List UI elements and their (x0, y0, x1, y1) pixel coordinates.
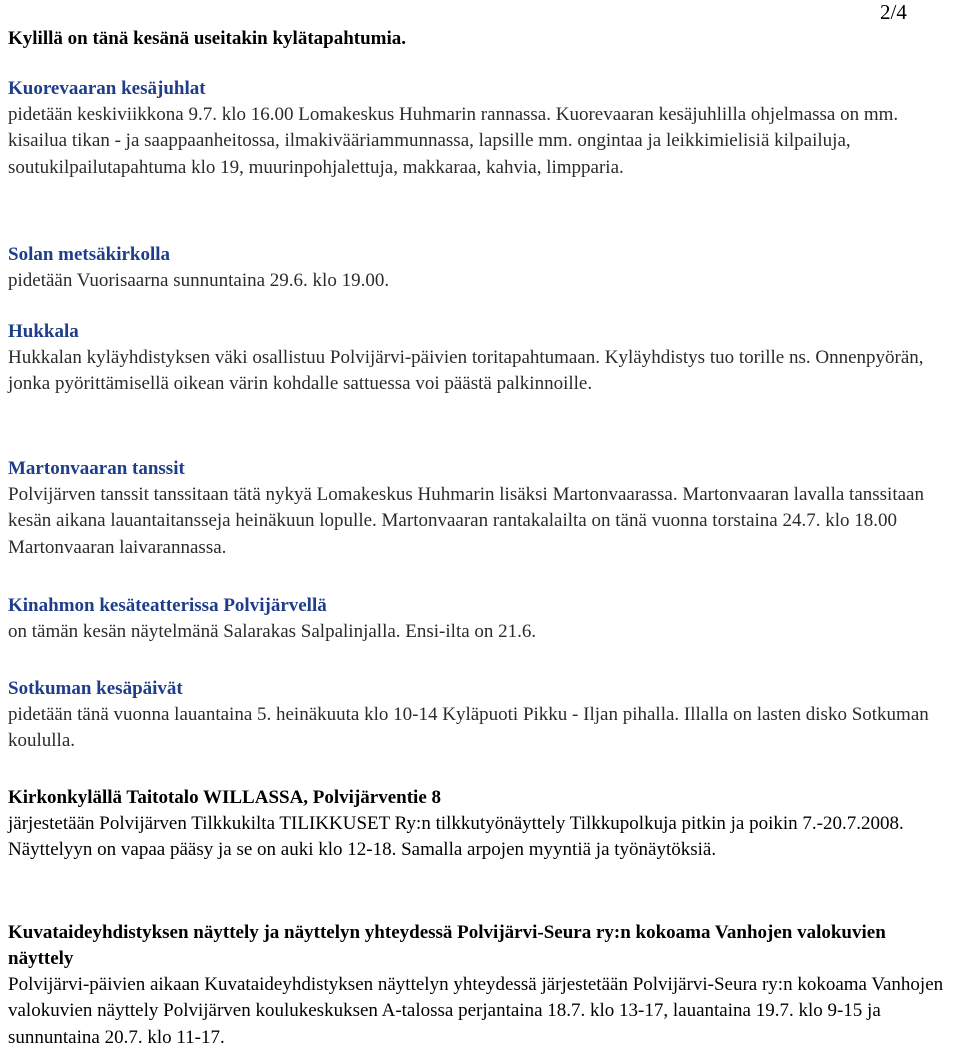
section-body: Hukkalan kyläyhdistyksen väki osallistuu Polvijärvi-päivien toritapahtumaan. Kyläyhdistys tuo torille ns. Onnenpyörän, jonka pyörittämisellä oikean värin kohdalle sattuessa voi päästä palkinnoille. (8, 347, 924, 395)
section-heading: Martonvaaran tanssit (8, 458, 185, 479)
section-body: järjestetään Polvijärven Tilkkukilta TILIKKUSET Ry:n tilkkutyönäyttely Tilkkupolkuja pitkin ja poikin 7.-20.7.2008. Näyttelyyn on vapaa pääsy ja se on auki klo 12-18. Samalla arpojen myyntiä ja työnäytöksiä. (8, 813, 904, 861)
intro-title: Kylillä on tänä kesänä useitakin kylätapahtumia. (8, 28, 407, 49)
section-heading: Kuvataideyhdistyksen näyttely ja näyttelyn yhteydessä Polvijärvi-Seura ry:n kokoama Vanhojen valokuvien näyttely (8, 922, 886, 969)
page-number: 2/4 (880, 0, 907, 24)
section-body: pidetään Vuorisaarna sunnuntaina 29.6. klo 19.00. (8, 270, 390, 291)
section-heading: Kuorevaaran kesäjuhlat (8, 78, 206, 99)
section-body: pidetään tänä vuonna lauantaina 5. heinäkuuta klo 10-14 Kyläpuoti Pikku - Iljan pihalla. Illalla on lasten disko Sotkuman koululla. (8, 704, 929, 752)
section-heading: Sotkuman kesäpäivät (8, 678, 183, 699)
section-kuorevaara (8, 76, 952, 181)
section-sotkuma (8, 676, 952, 755)
section-body: Polvijärvi-päivien aikaan Kuvataideyhdistyksen näyttelyn yhteydessä järjestetään Polvijärvi-Seura ry:n kokoama Vanhojen valokuvien näyttely Polvijärven koulukeskuksen A-talossa perjantaina 18.7. klo 13-17, lauantaina 19.7. klo 9-15 ja sunnuntaina 20.7. klo 11-17. (8, 974, 944, 1048)
section-heading: Solan metsäkirkolla (8, 244, 171, 265)
section-hukkala (8, 319, 952, 398)
section-body: pidetään keskiviikkona 9.7. klo 16.00 Lomakeskus Huhmarin rannassa. Kuorevaaran kesäjuhlilla ohjelmassa on mm. kisailua tikan - ja saappaanheitossa, ilmakivääriammunnassa, lapsille mm. ongintaa ja leikkimielisiä kilpailuja, soutukilpailutapahtuma klo 19, muurinpohjalettuja, makkaraa, kahvia, limpparia. (8, 104, 899, 178)
section-martonvaara (8, 456, 952, 561)
section-body: Polvijärven tanssit tanssitaan tätä nykyä Lomakeskus Huhmarin lisäksi Martonvaarassa. Martonvaaran lavalla tanssitaan kesän aikana lauantaitansseja heinäkuun lopulle. Martonvaaran rantakalailta on tänä vuonna torstaina 24.7. klo 18.00 Martonvaaran laivarannassa. (8, 484, 924, 558)
section-heading: Kirkonkylällä Taitotalo WILLASSA, Polvijärventie 8 (8, 787, 442, 808)
section-kuvataide (8, 920, 952, 1051)
section-body: on tämän kesän näytelmänä Salarakas Salpalinjalla. Ensi-ilta on 21.6. (8, 621, 537, 642)
section-kinahmo (8, 593, 952, 645)
section-heading: Kinahmon kesäteatterissa Polvijärvellä (8, 595, 327, 616)
section-solan (8, 242, 952, 294)
section-taitotalo (8, 785, 952, 864)
section-heading: Hukkala (8, 321, 79, 342)
